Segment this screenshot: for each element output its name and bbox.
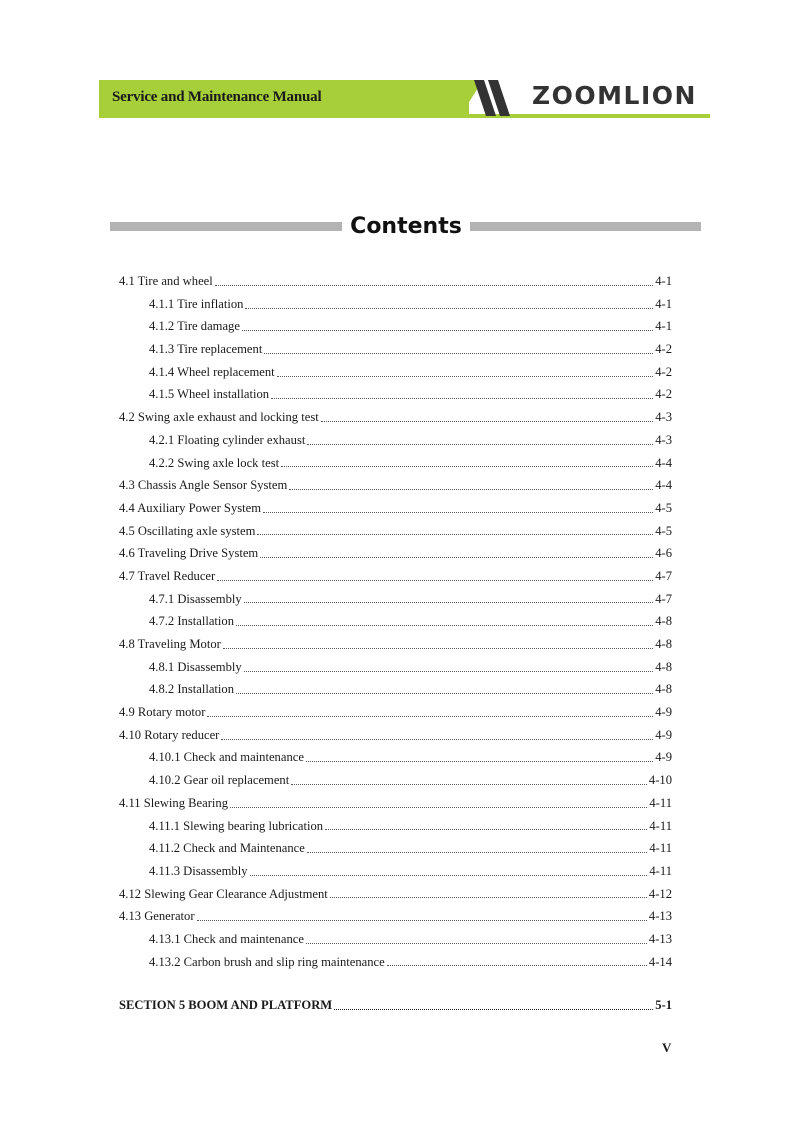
dot-leader [291, 784, 647, 785]
toc-entry-label: 4.2 Swing axle exhaust and locking test [119, 410, 319, 425]
dot-leader [245, 308, 653, 309]
dot-leader [307, 444, 653, 445]
dot-leader [306, 761, 653, 762]
toc-entry-label: 4.1.5 Wheel installation [149, 387, 270, 402]
toc-entry-label: 4.8.1 Disassembly [149, 659, 242, 674]
toc-entry-label: 4.7 Travel Reducer [119, 568, 216, 583]
toc-entry[interactable] [119, 610, 672, 633]
toc-entry[interactable] [119, 656, 672, 679]
toc-entry-label: 4.11.3 Disassembly [149, 863, 248, 878]
toc-entry-page: 4-9 [655, 750, 672, 765]
toc-entry-label: 4.3 Chassis Angle Sensor System [119, 478, 288, 493]
toc-entry[interactable] [119, 565, 672, 588]
toc-entry-page: 4-7 [655, 568, 672, 583]
toc-entry-page: 4-5 [655, 523, 672, 538]
toc-entry-label: 4.2.2 Swing axle lock test [149, 455, 280, 470]
section-entry[interactable] [119, 994, 672, 1016]
toc-entry-label: 4.12 Slewing Gear Clearance Adjustment [119, 886, 328, 901]
toc-entry-page: 4-4 [655, 455, 672, 470]
dot-leader [321, 421, 653, 422]
toc-entry-label: 4.7.2 Installation [149, 614, 234, 629]
toc-entry[interactable] [119, 905, 672, 928]
toc-entry-page: 4-4 [655, 478, 672, 493]
toc-entry-page: 4-8 [655, 637, 672, 651]
manual-title: Service and Maintenance Manual [112, 89, 322, 105]
toc-entry-label: 4.1.3 Tire replacement [149, 342, 263, 357]
dot-leader [215, 285, 653, 286]
page-number: V [662, 1040, 672, 1055]
toc-entry[interactable] [119, 338, 672, 361]
toc-entry-page: 4-11 [649, 841, 672, 856]
toc-entry-label: 4.4 Auxiliary Power System [119, 500, 262, 515]
toc-entry-label: 4.10.2 Gear oil replacement [149, 773, 290, 788]
toc-entry-page: 4-11 [649, 863, 672, 878]
toc-entry-label: 4.9 Rotary motor [119, 705, 206, 720]
dot-leader [230, 807, 647, 808]
toc-entry[interactable] [119, 701, 672, 724]
toc-entry-page: 4-10 [648, 773, 672, 788]
toc-entry[interactable] [119, 860, 672, 883]
contents-title: Contents [350, 214, 462, 239]
dot-leader [257, 534, 653, 535]
toc-entry[interactable] [119, 746, 672, 769]
toc-entry-label: 4.10.1 Check and maintenance [149, 750, 304, 765]
toc-entry[interactable] [119, 406, 672, 429]
toc-entry[interactable] [119, 520, 672, 543]
dot-leader [207, 716, 653, 717]
dot-leader [236, 625, 653, 626]
toc-entry-label: 4.1.2 Tire damage [149, 319, 240, 334]
toc-entry-page: 4-5 [655, 500, 672, 515]
toc-entry-page: 4-7 [655, 591, 672, 606]
toc-entry[interactable] [119, 497, 672, 520]
dot-leader [197, 920, 647, 921]
toc-entry-page: 4-8 [655, 682, 672, 697]
toc-entry[interactable] [119, 769, 672, 792]
section-page: 5-1 [655, 998, 672, 1012]
toc-entry[interactable] [119, 883, 672, 906]
toc-entry-page: 4-11 [649, 795, 672, 810]
toc-entry-label: 4.1.4 Wheel replacement [149, 364, 275, 379]
toc-entry-label: 4.1.1 Tire inflation [149, 296, 244, 311]
dot-leader [244, 602, 654, 603]
toc-entry-page: 4-14 [648, 954, 672, 969]
dot-leader [264, 353, 653, 354]
dot-leader [260, 557, 653, 558]
dot-leader [250, 875, 648, 876]
toc-entry[interactable] [119, 633, 672, 656]
toc-entry[interactable] [119, 315, 672, 338]
dot-leader [217, 580, 653, 581]
section-label: SECTION 5 BOOM AND PLATFORM [119, 998, 333, 1012]
dot-leader [289, 489, 653, 490]
toc-entry-page: 4-3 [655, 410, 672, 425]
toc-entry-label: 4.13.2 Carbon brush and slip ring maintenance [149, 954, 385, 969]
page-header [99, 80, 710, 118]
dot-leader [242, 330, 653, 331]
toc-entry-label: 4.8 Traveling Motor [119, 637, 221, 651]
toc-entry-label: 4.1 Tire and wheel [119, 274, 213, 288]
toc-entry-label: 4.6 Traveling Drive System [119, 546, 259, 561]
toc-entry[interactable] [119, 429, 672, 452]
toc-entry-page: 4-8 [655, 659, 672, 674]
toc-entry[interactable] [119, 452, 672, 475]
dot-leader [244, 671, 654, 672]
toc-entry-page: 4-9 [655, 727, 672, 742]
toc-entry-page: 4-1 [655, 319, 672, 334]
toc-entry-page: 4-13 [648, 931, 672, 946]
toc-entry-page: 4-8 [655, 614, 672, 629]
toc-entry[interactable] [119, 588, 672, 611]
heading-bar-left [110, 222, 342, 231]
toc-entry[interactable] [119, 815, 672, 838]
toc-entry-page: 4-3 [655, 432, 672, 447]
dot-leader [334, 1009, 653, 1010]
toc-entry-page: 4-2 [655, 387, 672, 402]
brand-logo-text: ZOOMLION [532, 81, 697, 110]
toc-entry[interactable] [119, 542, 672, 565]
toc-entry-page: 4-2 [655, 364, 672, 379]
toc-entry[interactable] [119, 270, 672, 293]
contents-heading [110, 214, 701, 242]
toc-entry-label: 4.11.1 Slewing bearing lubrication [149, 818, 324, 833]
table-of-contents [119, 270, 672, 973]
toc-entry-label: 4.13 Generator [119, 909, 195, 924]
toc-entry[interactable] [119, 951, 672, 974]
toc-entry-label: 4.8.2 Installation [149, 682, 234, 697]
toc-entry-label: 4.11.2 Check and Maintenance [149, 841, 305, 856]
toc-entry[interactable] [119, 474, 672, 497]
toc-entry-label: 4.13.1 Check and maintenance [149, 931, 304, 946]
toc-entry[interactable] [119, 361, 672, 384]
toc-entry-page: 4-6 [655, 546, 672, 561]
toc-entry[interactable] [119, 293, 672, 316]
dot-leader [387, 965, 647, 966]
dot-leader [223, 648, 653, 649]
toc-entry-page: 4-13 [648, 909, 672, 924]
toc-entry[interactable] [119, 678, 672, 701]
toc-entry[interactable] [119, 383, 672, 406]
toc-entry-label: 4.10 Rotary reducer [119, 727, 220, 742]
heading-bar-right [470, 222, 701, 231]
toc-entry-label: 4.2.1 Floating cylinder exhaust [149, 432, 306, 447]
header-underline [99, 114, 710, 118]
dot-leader [330, 897, 647, 898]
dot-leader [236, 693, 653, 694]
toc-entry-page: 4-2 [655, 342, 672, 357]
dot-leader [263, 512, 653, 513]
toc-entry[interactable] [119, 928, 672, 951]
toc-entry[interactable] [119, 792, 672, 815]
toc-entry[interactable] [119, 724, 672, 747]
toc-entry-label: 4.7.1 Disassembly [149, 591, 242, 606]
dot-leader [325, 829, 647, 830]
toc-entry-page: 4-1 [655, 296, 672, 311]
toc-entry-page: 4-11 [649, 818, 672, 833]
toc-entry-label: 4.11 Slewing Bearing [119, 795, 229, 810]
dot-leader [281, 466, 653, 467]
dot-leader [277, 376, 654, 377]
toc-entry-page: 4-9 [655, 705, 672, 720]
dot-leader [306, 943, 647, 944]
toc-entry-label: 4.5 Oscillating axle system [119, 523, 256, 538]
toc-entry[interactable] [119, 837, 672, 860]
dot-leader [221, 739, 653, 740]
dot-leader [307, 852, 648, 853]
dot-leader [271, 398, 653, 399]
toc-entry-page: 4-1 [655, 274, 672, 288]
zoomlion-slash-logo-icon [474, 80, 520, 116]
toc-entry-page: 4-12 [648, 886, 672, 901]
